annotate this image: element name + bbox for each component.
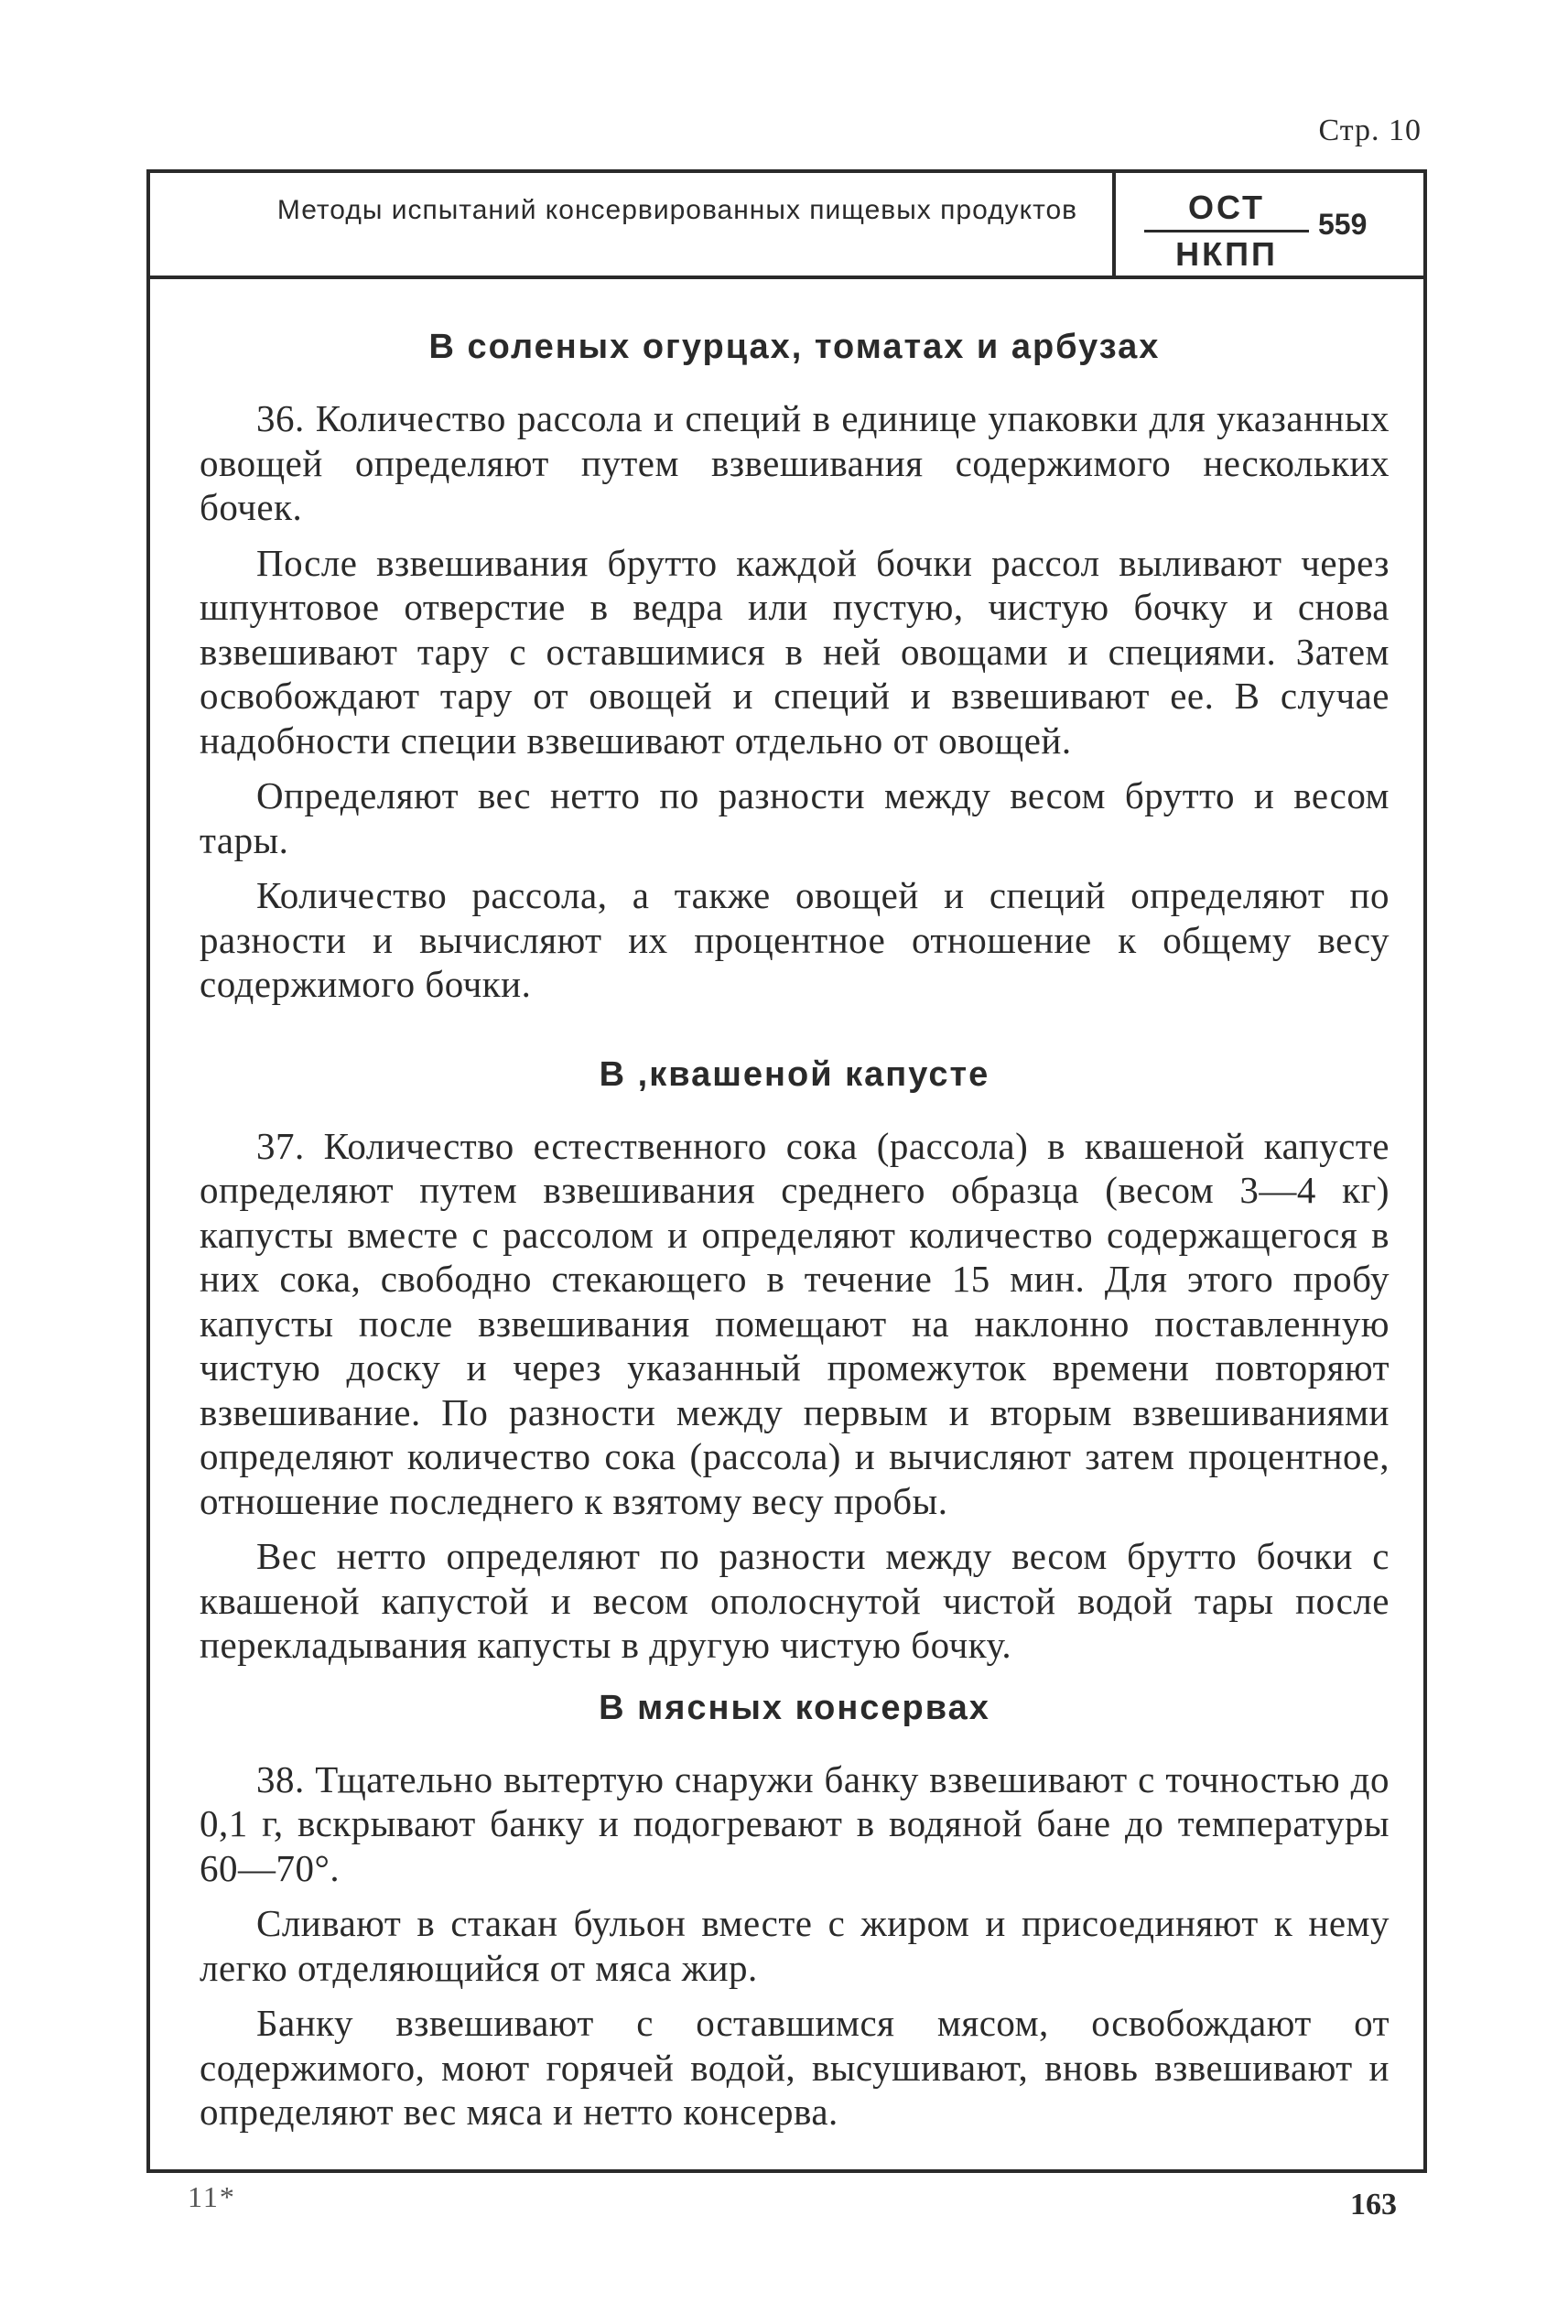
section-heading: В мясных консервах (599, 1688, 990, 1727)
standard-code (1144, 189, 1309, 273)
section-heading: В соленых огурцах, томатах и арбузах (428, 328, 1161, 366)
paragraph: Количество рассола, а также овощей и специй определяют по разности и вычисляют их процентное отношение к общему весу содержимого бочки. (200, 874, 1390, 1005)
frame-left-rule (146, 169, 150, 2169)
paragraph: 38. Тщательно вытертую снаружи банку взвешивают с точностью до 0,1 г, вскрывают банку и подогревают в водяной бане до температуры 60—70°. (200, 1757, 1390, 1889)
frame-right-rule (1423, 169, 1427, 2169)
document-header (146, 169, 1427, 279)
footer-page-number: 163 (1350, 2188, 1397, 2221)
paragraph: Банку взвешивают с оставшимся мясом, освобождают от содержимого, моют горячей водой, высушивают, вновь взвешивают и определяют вес мяса и нетто консерва. (200, 2002, 1390, 2133)
paragraph: 36. Количество рассола и специй в единице упаковки для указанных овощей определяют путем взвешивания содержимого нескольких бочек. (200, 397, 1390, 528)
standard-code-bottom: НКПП (1175, 235, 1278, 273)
standard-number: 559 (1318, 208, 1368, 241)
document-title: Методы испытаний консервированных пищевых продуктов (276, 195, 1078, 225)
paragraph: 37. Количество естественного сока (рассола) в квашеной капусте определяют путем взвешивания среднего образца (весом 3—4 кг) капусты вместе с рассолом и определяют количество содержащегося в них сока, свободно стекающего в течение 15 мин. Для этого пробу капусты после взвешивания помещают на наклонно поставленную чистую доску и через указанный промежуток времени повторяют взвешивание. По разности между первым и вторым взвешиваниями определяют количество сока (рассола) и вычисляют затем процентное, отношение последнего к взятому весу пробы. (200, 1124, 1390, 1522)
paragraph: Сливают в стакан бульон вместе с жиром и присоединяют к нему легко отделяющийся от мяса жир. (200, 1902, 1390, 1989)
standard-code-fraction-line (1144, 230, 1309, 232)
footer-rule (146, 2169, 1427, 2173)
paragraph: После взвешивания брутто каждой бочки рассол выливают через шпунтовое отверстие в ведра или пустую, чистую бочку и снова взвешивают тару с оставшимися в ней овощами и специями. Затем освобождают тару от овощей и специй и взвешивают ее. В случае надобности специи взвешивают отдельно от овощей. (200, 541, 1390, 762)
paragraph: Вес нетто определяют по разности между весом брутто бочки с квашеной капустой и весом ополоснутой чистой водой тары после перекладывания капусты в другую чистую бочку. (200, 1535, 1390, 1666)
paragraph: Определяют вес нетто по разности между весом брутто и весом тары. (200, 774, 1390, 861)
signature-mark: 11* (188, 2180, 236, 2213)
header-divider (1112, 173, 1116, 276)
page-number: Стр. 10 (1318, 113, 1422, 147)
section-heading: В ,квашеной капусте (599, 1054, 990, 1094)
section-canned-meat (200, 1686, 1390, 2135)
section-sauerkraut (200, 1053, 1390, 1668)
section-pickles (200, 325, 1390, 1007)
page-content (200, 325, 1390, 2146)
standard-code-top: ОСТ (1187, 189, 1266, 226)
